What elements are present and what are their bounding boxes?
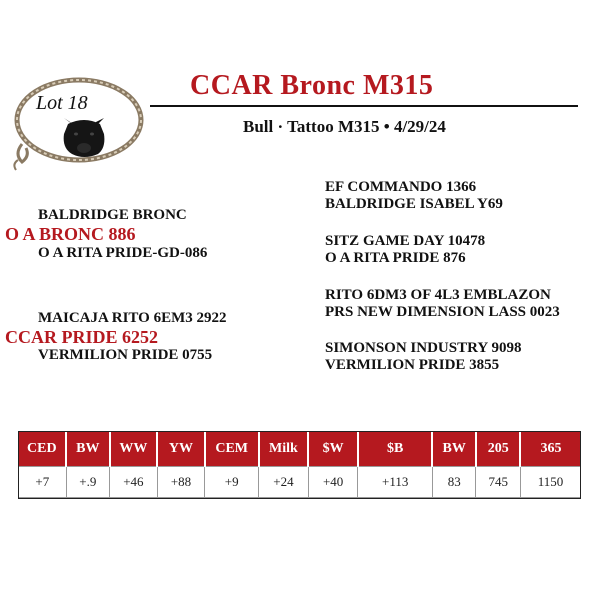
epd-value-cell: +24 (259, 467, 309, 498)
epd-value-row (19, 467, 581, 498)
epd-header-row (19, 431, 581, 467)
epd-value-cell: +.9 (66, 467, 109, 498)
epd-header-cell: BW (432, 431, 475, 467)
epd-header-cell: CED (19, 431, 67, 467)
epd-value-cell: 745 (476, 467, 521, 498)
dam-sire-dam: PRS NEW DIMENSION LASS 0023 (325, 304, 560, 320)
epd-header-cell: CEM (205, 431, 259, 467)
animal-details: Bull · Tattoo M315 • 4/29/24 (243, 117, 446, 136)
bull-icon (60, 114, 108, 160)
sire-sire: BALDRIDGE BRONC (38, 207, 187, 223)
sire-dam: O A RITA PRIDE-GD-086 (38, 245, 208, 261)
lot-number: Lot 18 (36, 92, 88, 114)
dam-dam-dam: VERMILION PRIDE 3855 (325, 357, 500, 373)
sire-dam-sire: SITZ GAME DAY 10478 (325, 233, 486, 249)
epd-value-cell: 1150 (520, 467, 580, 498)
epd-header-cell: 205 (476, 431, 521, 467)
epd-header-cell: 365 (520, 431, 580, 467)
sire-dam-dam: O A RITA PRIDE 876 (325, 250, 466, 266)
epd-value-cell: +88 (157, 467, 205, 498)
title-divider (150, 105, 578, 107)
epd-header-cell: Milk (259, 431, 309, 467)
sire-sire-dam: BALDRIDGE ISABEL Y69 (325, 196, 503, 212)
dam-sire: MAICAJA RITO 6EM3 2922 (38, 310, 227, 326)
epd-value-cell: +113 (358, 467, 433, 498)
dam-dam: VERMILION PRIDE 0755 (38, 347, 213, 363)
dam-sire-sire: RITO 6DM3 OF 4L3 EMBLAZON (325, 287, 551, 303)
sire-sire-sire: EF COMMANDO 1366 (325, 179, 477, 195)
epd-header-cell: BW (66, 431, 109, 467)
epd-value-cell: +9 (205, 467, 259, 498)
dam-name: CCAR PRIDE 6252 (5, 327, 158, 347)
epd-header-cell: YW (157, 431, 205, 467)
epd-value-cell: +40 (308, 467, 358, 498)
epd-header-cell: $W (308, 431, 358, 467)
animal-name-title: CCAR Bronc M315 (190, 70, 434, 101)
epd-header-cell: WW (110, 431, 158, 467)
epd-header-cell: $B (358, 431, 433, 467)
lot-logo (8, 72, 150, 172)
dam-dam-sire: SIMONSON INDUSTRY 9098 (325, 340, 522, 356)
epd-value-cell: 83 (432, 467, 475, 498)
epd-value-cell: +7 (19, 467, 67, 498)
epd-value-cell: +46 (110, 467, 158, 498)
sire-name: O A BRONC 886 (5, 224, 136, 244)
epd-table (18, 431, 581, 498)
